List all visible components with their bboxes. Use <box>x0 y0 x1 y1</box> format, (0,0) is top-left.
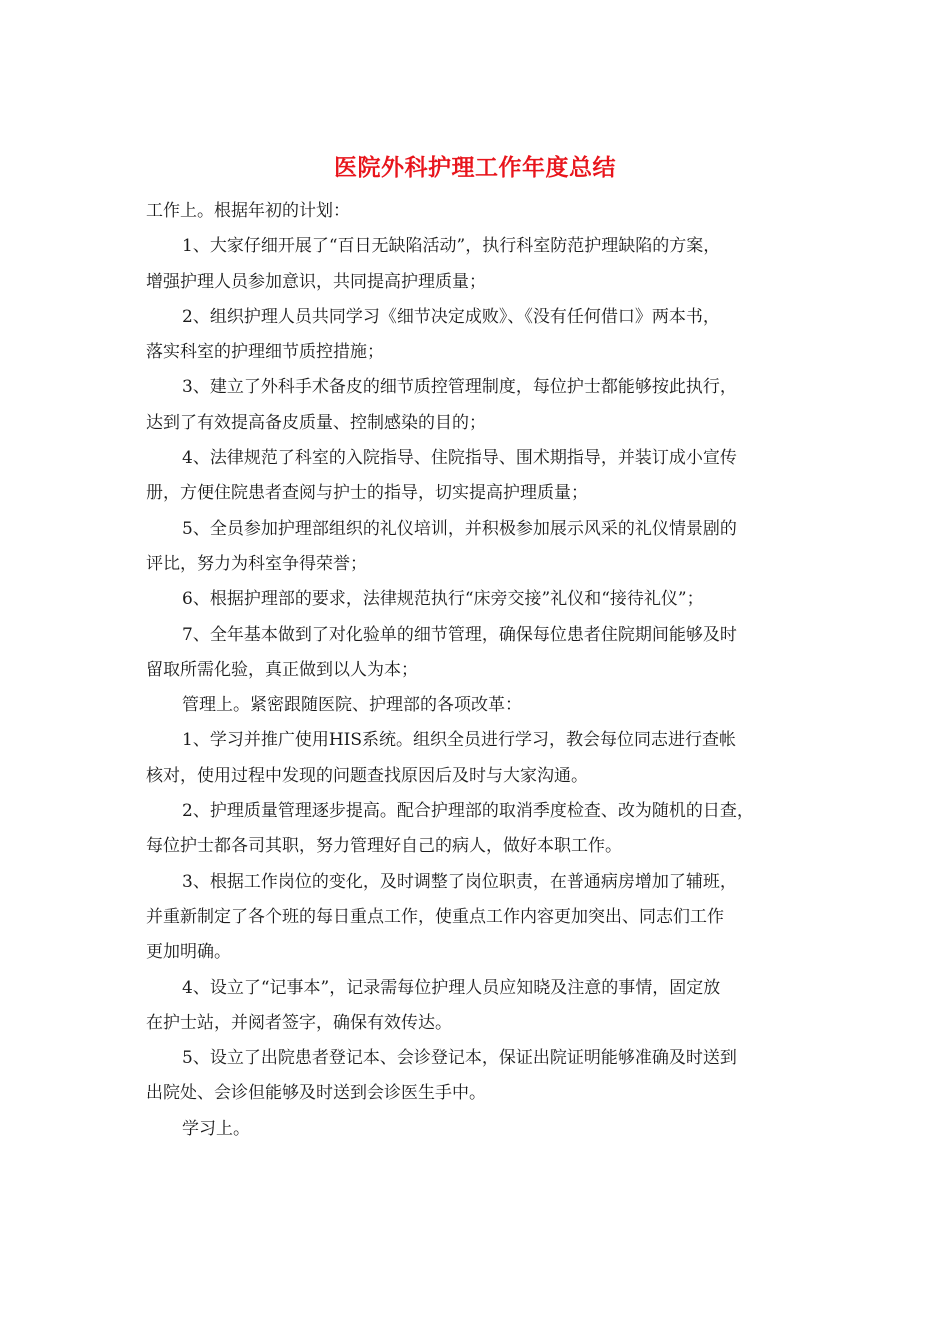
body-line: 并重新制定了各个班的每日重点工作，使重点工作内容更加突出、同志们工作 <box>146 906 724 927</box>
body-line: 4、法律规范了科室的入院指导、住院指导、围术期指导，并装订成小宣传 <box>182 448 737 469</box>
body-line: 核对，使用过程中发现的问题查找原因后及时与大家沟通。 <box>146 765 588 786</box>
body-line: 留取所需化验，真正做到以人为本； <box>146 659 418 680</box>
document-title: 医院外科护理工作年度总结 <box>334 154 616 181</box>
body-line: 6、根据护理部的要求，法律规范执行“床旁交接”礼仪和“接待礼仪”； <box>182 589 704 610</box>
body-line: 5、全员参加护理部组织的礼仪培训，并积极参加展示风采的礼仪情景剧的 <box>182 518 737 539</box>
body-line: 评比，努力为科室争得荣誉； <box>146 553 367 574</box>
body-line: 工作上。根据年初的计划： <box>146 201 350 221</box>
document-body <box>146 194 822 1147</box>
body-line: 1、大家仔细开展了“百日无缺陷活动”，执行科室防范护理缺陷的方案， <box>182 236 721 257</box>
body-line: 册，方便住院患者查阅与护士的指导，切实提高护理质量； <box>146 483 588 504</box>
body-line: 每位护士都各司其职，努力管理好自己的病人，做好本职工作。 <box>146 836 622 857</box>
body-line: 增强护理人员参加意识，共同提高护理质量； <box>146 271 486 292</box>
body-line: 4、设立了“记事本”，记录需每位护理人员应知晓及注意的事情，固定放 <box>182 977 721 998</box>
body-line: 2、护理质量管理逐步提高。配合护理部的取消季度检查、改为随机的日查， <box>182 801 754 822</box>
body-line: 在护士站，并阅者签字，确保有效传达。 <box>146 1012 452 1033</box>
body-line: 1、学习并推广使用HIS系统。组织全员进行学习，教会每位同志进行查帐 <box>182 730 737 751</box>
body-line: 更加明确。 <box>146 942 231 963</box>
body-line: 7、全年基本做到了对化验单的细节管理，确保每位患者住院期间能够及时 <box>182 624 737 645</box>
body-line: 3、根据工作岗位的变化，及时调整了岗位职责，在普通病房增加了辅班， <box>182 871 737 892</box>
body-line: 2、组织护理人员共同学习《细节决定成败》、《没有任何借口》两本书， <box>182 306 720 327</box>
body-line: 达到了有效提高备皮质量、控制感染的目的； <box>146 412 486 433</box>
body-line: 管理上。紧密跟随医院、护理部的各项改革： <box>182 695 522 716</box>
body-line: 落实科室的护理细节质控措施； <box>146 342 384 363</box>
body-line: 3、建立了外科手术备皮的细节质控管理制度，每位护士都能够按此执行， <box>182 377 737 398</box>
body-line: 出院处、会诊但能够及时送到会诊医生手中。 <box>146 1083 486 1104</box>
body-line: 学习上。 <box>182 1118 250 1139</box>
body-line: 5、设立了出院患者登记本、会诊登记本，保证出院证明能够准确及时送到 <box>182 1048 737 1069</box>
